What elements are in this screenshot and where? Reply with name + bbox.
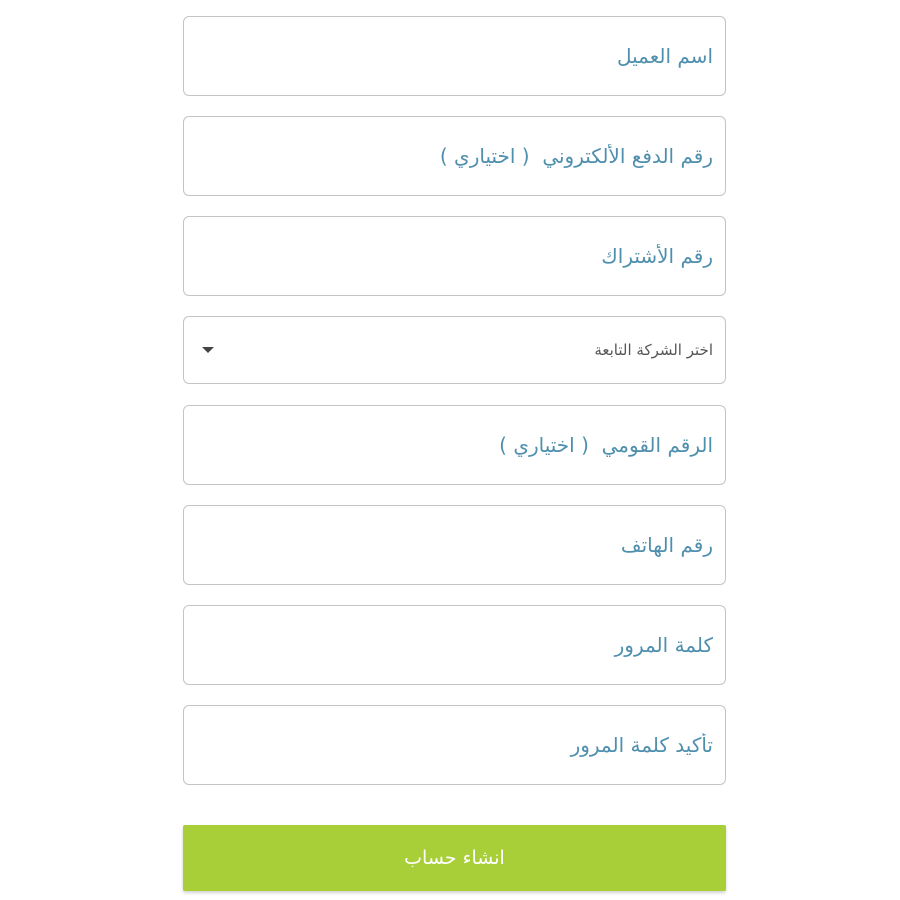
confirm-password-input[interactable] — [184, 706, 725, 784]
create-account-button[interactable]: انشاء حساب — [183, 825, 726, 891]
affiliate-company-select[interactable] — [183, 316, 726, 384]
subscription-number-input[interactable] — [184, 217, 725, 295]
customer-name-input[interactable] — [184, 17, 725, 95]
epayment-number-field[interactable] — [183, 116, 726, 196]
phone-number-field[interactable] — [183, 505, 726, 585]
epayment-number-input[interactable] — [184, 117, 725, 195]
password-field[interactable] — [183, 605, 726, 685]
password-input[interactable] — [184, 606, 725, 684]
customer-name-field[interactable] — [183, 16, 726, 96]
caret-down-icon[interactable] — [202, 347, 214, 353]
national-id-input[interactable] — [184, 406, 725, 484]
confirm-password-field[interactable] — [183, 705, 726, 785]
subscription-number-field[interactable] — [183, 216, 726, 296]
phone-number-input[interactable] — [184, 506, 725, 584]
affiliate-company-selected: اختر الشركة التابعة — [594, 341, 713, 359]
national-id-field[interactable] — [183, 405, 726, 485]
